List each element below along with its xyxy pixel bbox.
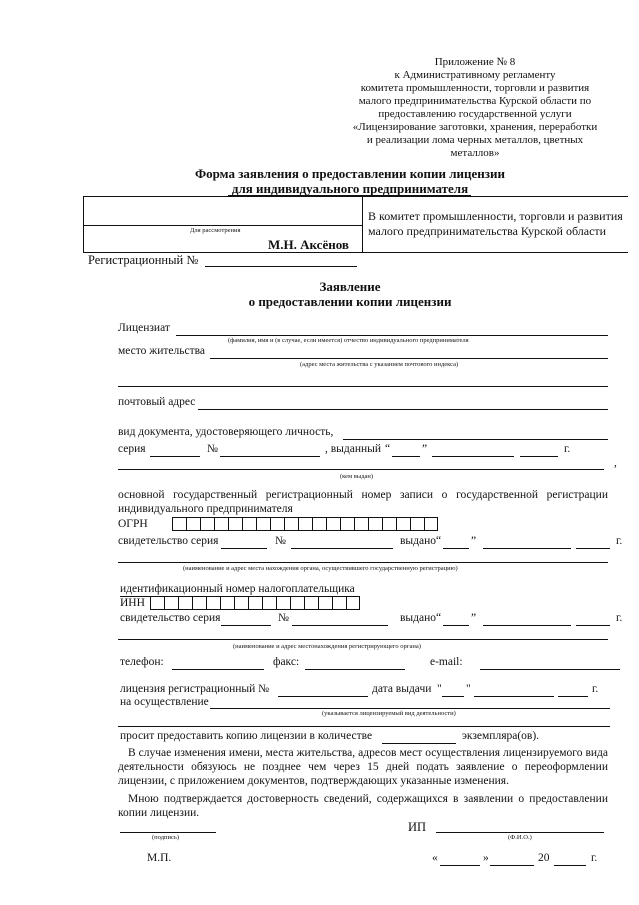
addressee: В комитет промышленности, торговли и развития малого предпринимательства Курской области — [368, 209, 623, 238]
number-label: № — [207, 443, 218, 455]
appendix-line: малого предпринимательства Курской области по — [358, 95, 592, 107]
license-reg-label: лицензия регистрационный № — [120, 683, 270, 695]
number-field[interactable] — [220, 456, 320, 457]
activity-field-2[interactable] — [118, 726, 610, 727]
residence-field-2[interactable] — [118, 386, 608, 387]
statement-subtitle: о предоставлении копии лицензии — [248, 294, 452, 309]
signature-hint: (подпись) — [152, 834, 179, 841]
ogrn-description: основной государственный регистрационный номер записи о государственной регистрации индивидуального предпринимателя — [118, 489, 608, 515]
inn-issued-label: выдано — [400, 612, 437, 624]
ogrn-cert-number-field[interactable] — [291, 548, 393, 549]
year-label: г. — [616, 612, 623, 624]
ogrn-label: ОГРН — [118, 518, 148, 530]
license-reg-field[interactable] — [278, 696, 368, 697]
ogrn-cert-series-field[interactable] — [221, 548, 267, 549]
activity-field[interactable] — [210, 708, 610, 709]
issued-by-label: , выданный — [325, 443, 382, 455]
residence-hint: (адрес места жительства с указанием почтового индекса) — [300, 361, 459, 368]
appendix-line: металлов» — [450, 147, 500, 159]
copies-unit: экземпляра(ов). — [462, 730, 540, 742]
inn-issue-month-field[interactable] — [483, 625, 571, 626]
appendix-line: к Административному регламенту — [394, 69, 556, 81]
activity-hint: (указывается лицензируемый вид деятельности) — [322, 710, 456, 717]
fax-field[interactable] — [305, 669, 405, 670]
inn-issue-year-field[interactable] — [576, 625, 610, 626]
ogrn-cells[interactable] — [172, 517, 438, 531]
year-label: г. — [591, 852, 598, 864]
licensee-field[interactable] — [176, 335, 608, 336]
license-issue-year-field[interactable] — [558, 696, 588, 697]
fax-label: факс: — [273, 656, 300, 668]
copies-field[interactable] — [382, 743, 456, 744]
reviewer-name: М.Н. Аксёнов — [268, 237, 349, 252]
ogrn-org-hint: (наименование и адрес места нахождения органа, осуществившего государственную регистрацию) — [183, 565, 458, 572]
date-quote-close: ” — [471, 612, 477, 624]
obligation-text: В случае изменения имени, места жительства, адресов мест осуществления лицензируемого вида деятельности обязуюсь не позднее чем через 15 дней подать заявление о переоформлении лицензии, с приложением документов, подтверждающих указанные изменения. — [118, 747, 608, 787]
issue-year-field[interactable] — [520, 456, 558, 457]
date-quote-open: “ — [436, 612, 442, 624]
phone-field[interactable] — [172, 669, 264, 670]
form-title-line1: Форма заявления о предоставлении копии лицензии — [194, 166, 506, 181]
issue-day-field[interactable] — [392, 456, 420, 457]
date-quote-open: « — [432, 852, 438, 864]
statement-title: Заявление — [319, 279, 381, 294]
sign-day-field[interactable] — [440, 865, 480, 866]
series-field[interactable] — [150, 456, 200, 457]
activity-label: на осуществление — [120, 696, 209, 708]
copies-label: просит предоставить копию лицензии в количестве — [120, 730, 373, 742]
postal-label: почтовый адрес — [118, 396, 196, 408]
date-quote-open: “ — [385, 443, 391, 455]
issue-date-label: дата выдачи — [372, 683, 432, 695]
inn-org-hint: (наименование и адрес местонахождения регистрирующего органа) — [233, 643, 421, 650]
year-label: г. — [564, 443, 571, 455]
sign-month-field[interactable] — [490, 865, 534, 866]
date-quote-close: » — [483, 852, 489, 864]
inn-description: идентификационный номер налогоплательщика — [120, 583, 355, 595]
appendix-line: Приложение № 8 — [434, 56, 516, 68]
signature-field[interactable] — [120, 832, 216, 833]
year-label: г. — [616, 535, 623, 547]
year-prefix: 20 — [538, 852, 550, 864]
inn-cert-number-field[interactable] — [292, 625, 388, 626]
year-label: г. — [592, 683, 599, 695]
issued-by-field[interactable] — [118, 469, 604, 470]
postal-field[interactable] — [198, 409, 608, 410]
ogrn-cert-number-label: № — [275, 535, 286, 547]
ogrn-issue-day-field[interactable] — [443, 548, 469, 549]
licensee-hint: (фамилия, имя и (в случае, если имеется) отчество индивидуального предпринимателя — [228, 337, 469, 344]
fio-field[interactable] — [436, 832, 604, 833]
phone-label: телефон: — [120, 656, 164, 668]
residence-field[interactable] — [210, 358, 608, 359]
residence-label: место жительства — [118, 345, 205, 357]
appendix-line: «Лицензирование заготовки, хранения, переработки — [352, 121, 598, 133]
date-quote-open: " — [437, 683, 442, 695]
licensee-label: Лицензиат — [118, 322, 170, 334]
confirmation-text: Мною подтверждается достоверность сведений, содержащихся в заявлении о предоставлении копии лицензии. — [118, 793, 608, 819]
inn-cert-series-field[interactable] — [221, 625, 271, 626]
issued-by-hint: (кем выдан) — [340, 473, 374, 480]
fio-hint: (Ф.И.О.) — [508, 834, 532, 841]
date-quote-close: ” — [471, 535, 477, 547]
date-quote-open: “ — [436, 535, 442, 547]
comma: , — [614, 457, 617, 469]
issue-month-field[interactable] — [432, 456, 514, 457]
reg-number-label: Регистрационный № — [88, 253, 199, 267]
appendix-line: комитета промышленности, торговли и развития — [360, 82, 590, 94]
inn-org-field[interactable] — [118, 639, 608, 640]
license-issue-month-field[interactable] — [474, 696, 554, 697]
ogrn-issued-label: выдано — [400, 535, 437, 547]
ogrn-org-field[interactable] — [118, 562, 608, 563]
stamp-label: М.П. — [147, 852, 172, 864]
inn-cells[interactable] — [150, 596, 360, 610]
form-title-line2: для индивидуального предпринимателя — [231, 181, 469, 196]
email-label: e-mail: — [430, 656, 463, 668]
license-issue-day-field[interactable] — [442, 696, 464, 697]
for-review-label: Для рассмотрения — [190, 227, 241, 234]
inn-label: ИНН — [120, 597, 145, 609]
date-quote-close: " — [466, 683, 471, 695]
ogrn-issue-year-field[interactable] — [576, 548, 610, 549]
date-quote-close: ” — [422, 443, 428, 455]
inn-issue-day-field[interactable] — [443, 625, 469, 626]
reg-number-field[interactable] — [205, 266, 357, 267]
inn-cert-number-label: № — [278, 612, 289, 624]
email-field[interactable] — [480, 669, 620, 670]
ogrn-issue-month-field[interactable] — [483, 548, 571, 549]
ogrn-cert-series-label: свидетельство серия — [118, 535, 219, 547]
sign-year-field[interactable] — [554, 865, 586, 866]
appendix-line: и реализации лома черных металлов, цветных — [366, 134, 584, 146]
id-doc-label: вид документа, удостоверяющего личность, — [118, 426, 334, 438]
ip-label: ИП — [408, 820, 427, 834]
inn-cert-series-label: свидетельство серия — [120, 612, 221, 624]
appendix-line: предоставлению государственной услуги — [378, 108, 572, 120]
id-doc-field[interactable] — [343, 439, 608, 440]
series-label: серия — [118, 443, 146, 455]
